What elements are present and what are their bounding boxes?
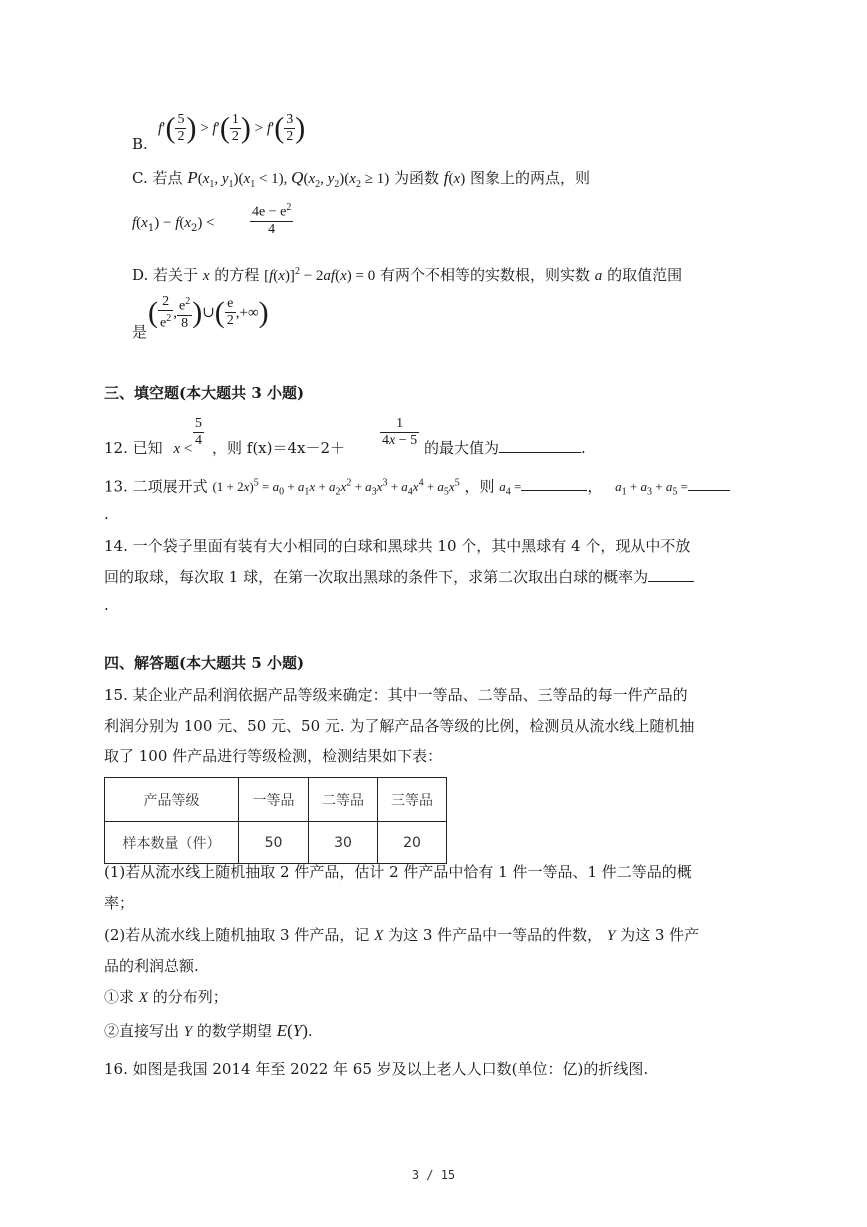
option-c-text: 若点: [152, 169, 183, 187]
q14-text-1: 一个袋子里面有装有大小相同的白球和黑球共 10 个，其中黑球有 4 个，现从中不放: [132, 537, 691, 555]
q15-p2-ii-text: ②直接写出: [104, 1022, 180, 1040]
option-c-label: C.: [132, 169, 148, 187]
q15-p2-ii-end: .: [307, 1022, 313, 1040]
q12-text-a: 已知: [132, 439, 163, 457]
question-13: 13. 二项展开式 $(1 + 2x)^5 = a_0 + a_1x + a_2x^2 + a_3x^3 + a_4x^4 + a_5x^5$ ，则 $a_4$ = ， $a_1 + a_3 + a_5$ =: [104, 474, 730, 503]
q15-line-3: 取了 100 件产品进行等级检测，检测结果如下表：: [104, 747, 443, 765]
q13-answer-blank-1[interactable]: [521, 476, 587, 491]
q12-period: .: [581, 439, 586, 457]
q15-part2-line2: 品的利润总额.: [104, 957, 199, 975]
q15-line-1: 15. 某企业产品利润依据产品等级来确定：其中一等品、二等品、三等品的每一件产品的: [104, 686, 688, 704]
q15-part2-i: ①求 X 的分布列；: [104, 988, 228, 1006]
option-d: D. 若关于 x 的方程 $[f(x)]^2 - 2af(x) = 0$ 有两个不相等的实数根，则实数 a 的取值范围: [132, 266, 683, 284]
q15-part2-ii: ②直接写出 Y 的数学期望 E(Y).: [104, 1021, 313, 1040]
table-header-cell: 二等品: [309, 778, 378, 822]
option-d-label: D.: [132, 266, 149, 284]
option-c-text-mid: 为函数: [393, 169, 439, 187]
table-header-cell: 三等品: [378, 778, 447, 822]
table-cell: 50: [239, 822, 309, 864]
q13-sep: ，: [587, 477, 603, 496]
q15-part2-line1: (2)若从流水线上随机抽取 3 件产品，记 X 为这 3 件产品中一等品的件数， Y 为这 3 件产: [104, 926, 700, 944]
option-c-points: $P(x_1$, $y_1)(x_1 < 1)$, $Q(x_2$, $y_2)(x_2 \ge 1)$: [187, 168, 390, 190]
q12-answer-blank[interactable]: [499, 438, 581, 453]
question-14-line1: [104, 536, 690, 556]
question-16: 16. 如图是我国 2014 年至 2022 年 65 岁及以上老人人口数(单位：亿)的折线图.: [104, 1060, 649, 1078]
option-d-equation: $[f(x)]^2 - 2af(x) = 0$: [264, 266, 376, 284]
q13-answer-blank-2[interactable]: [688, 476, 730, 491]
q15-line-2: 利润分别为 100 元、50 元、50 元. 为了解产品各等级的比例，检测员从流水线上随机抽: [104, 717, 695, 735]
section-4-title: 四、解答题(本大题共 5 小题): [104, 654, 305, 672]
q13-number: 13.: [104, 477, 128, 496]
grade-table: [104, 777, 447, 864]
table-cell: 20: [378, 822, 447, 864]
q15-p2-ii-mid: 的数学期望: [196, 1022, 272, 1040]
question-14-line2: [104, 567, 694, 587]
option-b-label: B.: [132, 135, 148, 153]
q15-part1-line1: (1)若从流水线上随机抽取 2 件产品，估计 2 件产品中恰有 1 件一等品、1 件二等品的概: [104, 863, 692, 881]
table-header-cell: 产品等级: [105, 778, 239, 822]
table-cell: 样本数量（件）: [105, 822, 239, 864]
q13-text-b: ，则: [464, 477, 495, 496]
option-d-text-2: 的方程: [214, 266, 260, 284]
q12-number: 12.: [104, 439, 128, 457]
option-c: C. 若点 $P(x_1$, $y_1)(x_1 < 1)$, $Q(x_2$, $y_2)(x_2 \ge 1)$ 为函数 f(x) 图象上的两点，则: [132, 168, 590, 190]
q15-p2-i-text: ①求: [104, 988, 135, 1006]
q15-p2-i-end: 的分布列；: [152, 988, 228, 1006]
q13-expansion: $(1 + 2x)^5 = a_0 + a_1x + a_2x^2 + a_3x^3 + a_4x^4 + a_5x^5$: [212, 478, 460, 498]
option-d-text-1: 若关于: [153, 266, 199, 284]
q13-period: .: [104, 505, 109, 523]
q14-text-2: 回的取球，每次取 1 球，在第一次取出黑球的条件下，求第二次取出白球的概率为: [104, 568, 649, 586]
table-cell: 30: [309, 822, 378, 864]
q15-part1-line2: 率；: [104, 894, 135, 912]
q15-p2-text-a: (2)若从流水线上随机抽取 3 件产品，记: [104, 926, 370, 944]
table-header-row: [105, 778, 447, 822]
q14-period: .: [104, 596, 109, 614]
q14-answer-blank[interactable]: [648, 567, 694, 582]
q15-p2-text-c: 为这 3 件产: [620, 926, 700, 944]
q14-number: 14.: [104, 537, 128, 555]
q15-p2-text-b: 为这 3 件产品中一等品的件数，: [388, 926, 603, 944]
table-row: [105, 822, 447, 864]
option-b-formula: f′( $\frac{5}{2}$ ) > f′( $\frac{1}{2}$ ) > f′( $\frac{3}{2}$ ): [158, 111, 306, 145]
option-d-text-5: 是: [132, 323, 148, 341]
page-number: 3 / 15: [411, 1168, 456, 1182]
table-header-cell: 一等品: [239, 778, 309, 822]
section-3-title: 三、填空题(本大题共 3 小题): [104, 384, 305, 402]
q12-text-c: 的最大值为: [424, 439, 500, 457]
q13-text-a: 二项展开式: [132, 477, 208, 496]
q12-text-b: ，则 f(x)＝4x－2＋: [212, 439, 346, 457]
option-c-text-end: 图象上的两点，则: [469, 169, 590, 187]
option-c-fx: f: [443, 168, 449, 187]
option-d-text-4: 的取值范围: [607, 266, 683, 284]
option-d-text-3: 有两个不相等的实数根，则实数: [380, 266, 591, 284]
